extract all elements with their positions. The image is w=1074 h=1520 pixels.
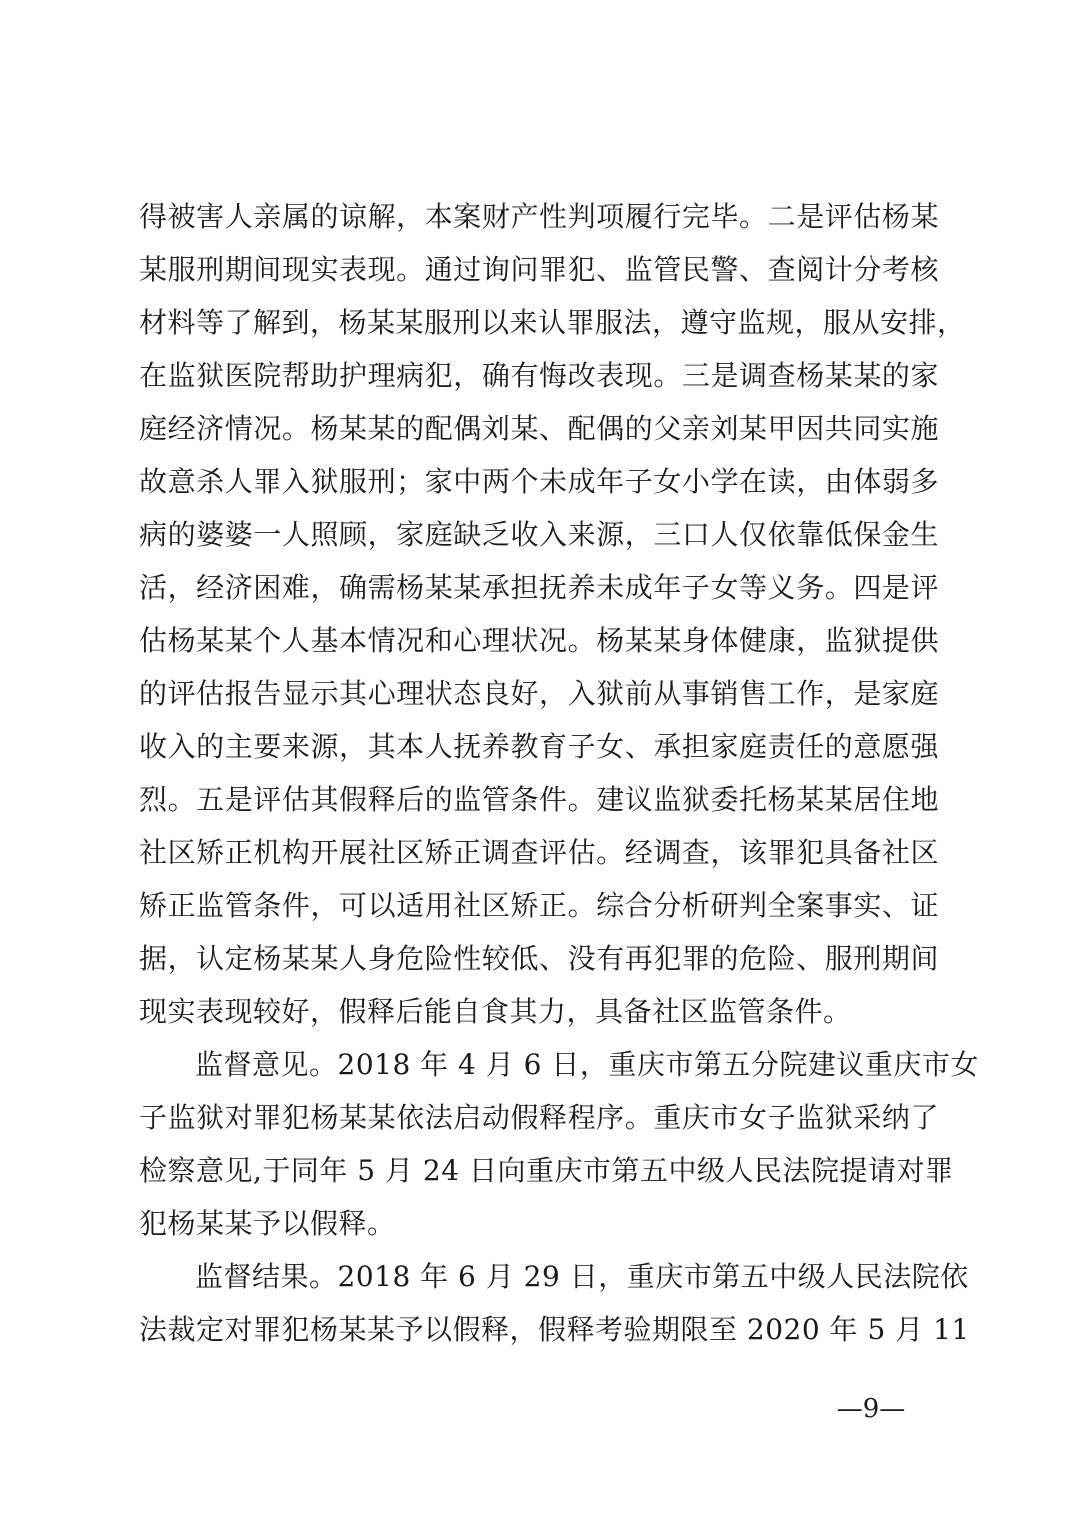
text-line: 的评估报告显示其心理状态良好，入狱前从事销售工作，是家庭	[139, 677, 939, 710]
text-line: 据，认定杨某某人身危险性较低、没有再犯罪的危险、服刑期间	[139, 942, 939, 975]
text-line: 子监狱对罪犯杨某某依法启动假释程序。重庆市女子监狱采纳了	[139, 1101, 939, 1134]
text-line: 故意杀人罪入狱服刑；家中两个未成年子女小学在读，由体弱多	[139, 465, 939, 498]
text-line: 收入的主要来源，其本人抚养教育子女、承担家庭责任的意愿强	[139, 730, 939, 763]
paragraph-first-line: 监督结果。2018 年 6 月 29 日，重庆市第五中级人民法院依	[195, 1260, 969, 1293]
text-line: 活，经济困难，确需杨某某承担抚养未成年子女等义务。四是评	[139, 571, 939, 604]
text-line: 病的婆婆一人照顾，家庭缺乏收入来源，三口人仅依靠低保金生	[139, 518, 939, 551]
paragraph-first-line: 监督意见。2018 年 4 月 6 日，重庆市第五分院建议重庆市女	[195, 1048, 979, 1081]
page-number: —9—	[836, 1394, 906, 1424]
text-line: 法裁定对罪犯杨某某予以假释，假释考验期限至 2020 年 5 月 11	[139, 1313, 970, 1346]
text-line: 在监狱医院帮助护理病犯，确有悔改表现。三是调查杨某某的家	[139, 359, 939, 392]
text-line: 检察意见,于同年 5 月 24 日向重庆市第五中级人民法院提请对罪	[139, 1154, 954, 1187]
text-line: 估杨某某个人基本情况和心理状况。杨某某身体健康，监狱提供	[139, 624, 939, 657]
text-line: 庭经济情况。杨某某的配偶刘某、配偶的父亲刘某甲因共同实施	[139, 412, 939, 445]
text-line: 矫正监管条件，可以适用社区矫正。综合分析研判全案事实、证	[139, 889, 939, 922]
text-line: 社区矫正机构开展社区矫正调查评估。经调查，该罪犯具备社区	[139, 836, 939, 869]
text-line: 得被害人亲属的谅解，本案财产性判项履行完毕。二是评估杨某	[139, 200, 939, 233]
text-line: 烈。五是评估其假释后的监管条件。建议监狱委托杨某某居住地	[139, 783, 939, 816]
text-line: 犯杨某某予以假释。	[139, 1207, 396, 1240]
text-line: 某服刑期间现实表现。通过询问罪犯、监管民警、查阅计分考核	[139, 253, 939, 286]
body-text	[139, 190, 979, 1356]
text-line: 现实表现较好，假释后能自食其力，具备社区监管条件。	[139, 995, 852, 1028]
text-line: 材料等了解到，杨某某服刑以来认罪服法，遵守监规，服从安排，	[139, 306, 966, 339]
